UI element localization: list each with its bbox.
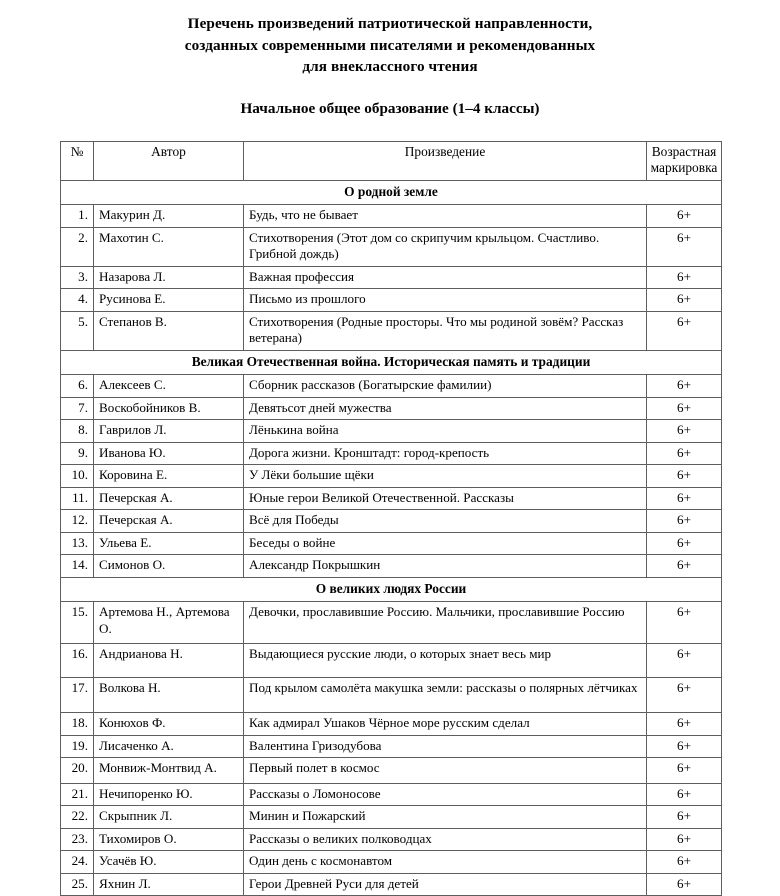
age-header-line-2: маркировка	[651, 160, 718, 175]
row-number: 12.	[61, 510, 94, 533]
row-age-marking: 6+	[647, 442, 722, 465]
row-work-title: Стихотворения (Этот дом со скрипучим крыльцом. Счастливо. Грибной дождь)	[244, 227, 647, 266]
row-age-marking: 6+	[647, 851, 722, 874]
row-number: 11.	[61, 487, 94, 510]
row-number: 5.	[61, 311, 94, 350]
table-row	[61, 677, 722, 713]
row-author: Лисаченко А.	[94, 735, 244, 758]
row-work-title: Один день с космонавтом	[244, 851, 647, 874]
row-number: 22.	[61, 806, 94, 829]
row-age-marking: 6+	[647, 205, 722, 228]
table-row	[61, 510, 722, 533]
row-author: Конюхов Ф.	[94, 713, 244, 736]
row-author: Степанов В.	[94, 311, 244, 350]
catalog-table-container	[0, 119, 780, 896]
document-title-line-1: Перечень произведений патриотической направленности,	[0, 13, 780, 35]
row-work-title: Девятьсот дней мужества	[244, 397, 647, 420]
table-row	[61, 602, 722, 644]
table-row	[61, 735, 722, 758]
row-author: Монвиж-Монтвид А.	[94, 758, 244, 784]
row-author: Артемова Н., Артемова О.	[94, 602, 244, 644]
row-work-title: Девочки, прославившие Россию. Мальчики, прославившие Россию	[244, 602, 647, 644]
row-work-title: Рассказы о великих полководцах	[244, 828, 647, 851]
table-row	[61, 873, 722, 896]
section-header-row	[61, 350, 722, 375]
section-header-row	[61, 180, 722, 205]
row-age-marking: 6+	[647, 266, 722, 289]
row-age-marking: 6+	[647, 758, 722, 784]
table-header	[61, 141, 722, 180]
row-work-title: Как адмирал Ушаков Чёрное море русским сделал	[244, 713, 647, 736]
row-age-marking: 6+	[647, 873, 722, 896]
row-author: Коровина Е.	[94, 465, 244, 488]
row-age-marking: 6+	[647, 828, 722, 851]
row-author: Андрианова Н.	[94, 644, 244, 678]
row-number: 24.	[61, 851, 94, 874]
row-author: Нечипоренко Ю.	[94, 783, 244, 806]
table-row	[61, 420, 722, 443]
row-number: 3.	[61, 266, 94, 289]
table-row	[61, 532, 722, 555]
row-age-marking: 6+	[647, 311, 722, 350]
table-row	[61, 205, 722, 228]
row-work-title: Валентина Гризодубова	[244, 735, 647, 758]
row-number: 19.	[61, 735, 94, 758]
education-level-subtitle: Начальное общее образование (1–4 классы)	[0, 78, 780, 119]
table-row	[61, 227, 722, 266]
row-age-marking: 6+	[647, 602, 722, 644]
row-number: 7.	[61, 397, 94, 420]
row-author: Печерская А.	[94, 510, 244, 533]
row-age-marking: 6+	[647, 420, 722, 443]
row-author: Гаврилов Л.	[94, 420, 244, 443]
row-age-marking: 6+	[647, 783, 722, 806]
row-work-title: Первый полет в космос	[244, 758, 647, 784]
row-author: Русинова Е.	[94, 289, 244, 312]
row-number: 1.	[61, 205, 94, 228]
row-age-marking: 6+	[647, 510, 722, 533]
table-row	[61, 266, 722, 289]
row-age-marking: 6+	[647, 806, 722, 829]
row-work-title: Важная профессия	[244, 266, 647, 289]
row-author: Макурин Д.	[94, 205, 244, 228]
row-number: 15.	[61, 602, 94, 644]
row-author: Скрыпник Л.	[94, 806, 244, 829]
age-header-line-1: Возрастная	[652, 144, 717, 159]
table-row	[61, 375, 722, 398]
row-number: 25.	[61, 873, 94, 896]
row-work-title: Герои Древней Руси для детей	[244, 873, 647, 896]
table-header-row	[61, 141, 722, 180]
table-body	[61, 180, 722, 896]
document-title-line-2: созданных современными писателями и рекомендованных	[0, 35, 780, 57]
row-author: Ульева Е.	[94, 532, 244, 555]
table-row	[61, 828, 722, 851]
row-age-marking: 6+	[647, 487, 722, 510]
row-work-title: Всё для Победы	[244, 510, 647, 533]
catalog-table	[60, 141, 722, 896]
column-header-author: Автор	[94, 141, 244, 180]
table-row	[61, 487, 722, 510]
document-title	[0, 0, 780, 78]
table-row	[61, 465, 722, 488]
row-number: 8.	[61, 420, 94, 443]
row-number: 10.	[61, 465, 94, 488]
table-row	[61, 644, 722, 678]
row-work-title: Сборник рассказов (Богатырские фамилии)	[244, 375, 647, 398]
row-number: 20.	[61, 758, 94, 784]
row-author: Симонов О.	[94, 555, 244, 578]
row-work-title: Будь, что не бывает	[244, 205, 647, 228]
table-row	[61, 289, 722, 312]
table-row	[61, 713, 722, 736]
row-number: 21.	[61, 783, 94, 806]
row-number: 14.	[61, 555, 94, 578]
row-age-marking: 6+	[647, 397, 722, 420]
row-work-title: У Лёки большие щёки	[244, 465, 647, 488]
section-title: О родной земле	[61, 180, 722, 205]
row-age-marking: 6+	[647, 735, 722, 758]
row-work-title: Минин и Пожарский	[244, 806, 647, 829]
row-author: Тихомиров О.	[94, 828, 244, 851]
row-work-title: Дорога жизни. Кронштадт: город-крепость	[244, 442, 647, 465]
column-header-work: Произведение	[244, 141, 647, 180]
row-work-title: Беседы о войне	[244, 532, 647, 555]
row-author: Назарова Л.	[94, 266, 244, 289]
row-number: 23.	[61, 828, 94, 851]
row-work-title: Выдающиеся русские люди, о которых знает весь мир	[244, 644, 647, 678]
table-row	[61, 555, 722, 578]
row-author: Усачёв Ю.	[94, 851, 244, 874]
row-number: 6.	[61, 375, 94, 398]
row-author: Волкова Н.	[94, 677, 244, 713]
section-title: О великих людях России	[61, 577, 722, 602]
row-number: 13.	[61, 532, 94, 555]
section-title: Великая Отечественная война. Историческая память и традиции	[61, 350, 722, 375]
row-author: Иванова Ю.	[94, 442, 244, 465]
row-number: 4.	[61, 289, 94, 312]
row-number: 2.	[61, 227, 94, 266]
row-author: Махотин С.	[94, 227, 244, 266]
table-row	[61, 851, 722, 874]
table-row	[61, 442, 722, 465]
row-work-title: Письмо из прошлого	[244, 289, 647, 312]
row-age-marking: 6+	[647, 713, 722, 736]
table-row	[61, 311, 722, 350]
row-work-title: Под крылом самолёта макушка земли: рассказы о полярных лётчиках	[244, 677, 647, 713]
row-work-title: Рассказы о Ломоносове	[244, 783, 647, 806]
row-age-marking: 6+	[647, 289, 722, 312]
column-header-number: №	[61, 141, 94, 180]
row-work-title: Лёнькина война	[244, 420, 647, 443]
row-age-marking: 6+	[647, 532, 722, 555]
row-work-title: Юные герои Великой Отечественной. Рассказы	[244, 487, 647, 510]
row-author: Воскобойников В.	[94, 397, 244, 420]
row-number: 18.	[61, 713, 94, 736]
table-row	[61, 758, 722, 784]
row-age-marking: 6+	[647, 465, 722, 488]
row-work-title: Стихотворения (Родные просторы. Что мы родиной зовём? Рассказ ветерана)	[244, 311, 647, 350]
row-number: 9.	[61, 442, 94, 465]
row-work-title: Александр Покрышкин	[244, 555, 647, 578]
row-author: Яхнин Л.	[94, 873, 244, 896]
document-title-line-3: для внеклассного чтения	[0, 56, 780, 78]
column-header-age-marking	[647, 141, 722, 180]
row-age-marking: 6+	[647, 644, 722, 678]
row-number: 16.	[61, 644, 94, 678]
row-age-marking: 6+	[647, 555, 722, 578]
table-row	[61, 783, 722, 806]
row-age-marking: 6+	[647, 375, 722, 398]
row-age-marking: 6+	[647, 227, 722, 266]
section-header-row	[61, 577, 722, 602]
row-author: Алексеев С.	[94, 375, 244, 398]
row-number: 17.	[61, 677, 94, 713]
row-author: Печерская А.	[94, 487, 244, 510]
row-age-marking: 6+	[647, 677, 722, 713]
table-row	[61, 397, 722, 420]
